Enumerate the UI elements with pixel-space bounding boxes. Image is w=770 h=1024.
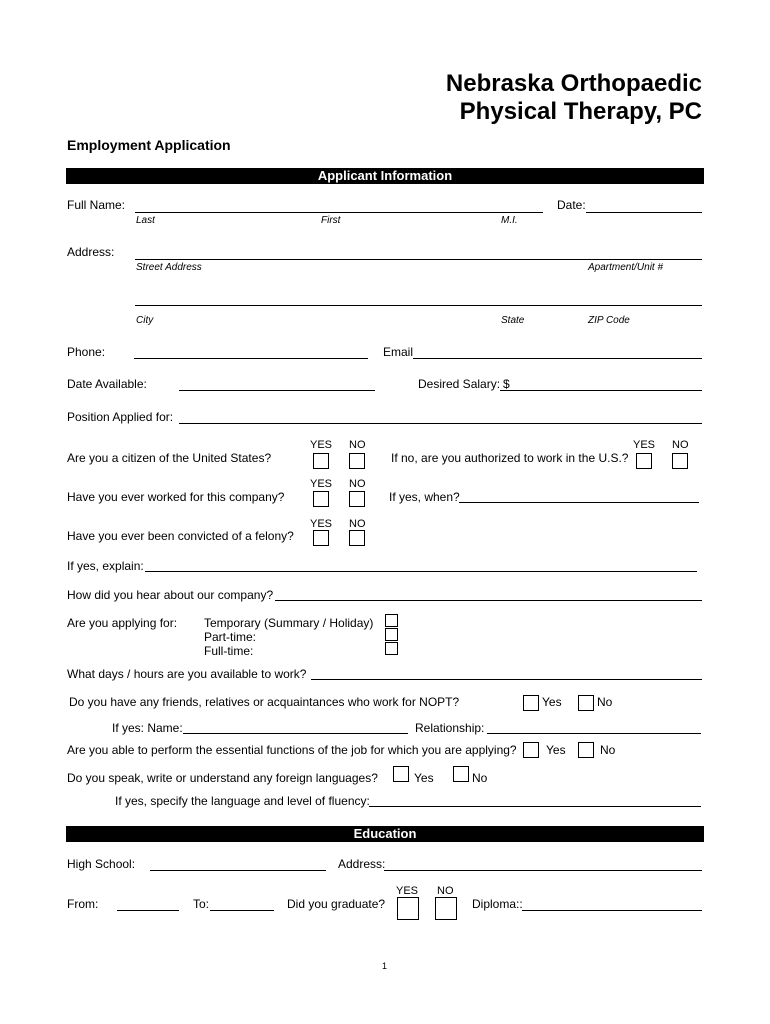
if-yes-when-field[interactable] bbox=[459, 502, 699, 503]
authorized-yes-checkbox[interactable] bbox=[636, 453, 652, 469]
essential-yes-checkbox[interactable] bbox=[523, 742, 539, 758]
graduate-no-checkbox[interactable] bbox=[435, 897, 457, 920]
full-name-label: Full Name: bbox=[67, 198, 126, 212]
email-field[interactable] bbox=[413, 358, 702, 359]
page-number: 1 bbox=[382, 961, 388, 971]
temporary-label: Temporary (Summary / Holiday) bbox=[204, 616, 374, 630]
temporary-checkbox[interactable] bbox=[385, 614, 398, 627]
desired-salary-field[interactable] bbox=[500, 390, 702, 391]
dollar-sign: $ bbox=[503, 377, 510, 391]
authorized-no-checkbox[interactable] bbox=[672, 453, 688, 469]
felony-yes-heading: YES bbox=[310, 518, 333, 530]
citizen-no-heading: NO bbox=[349, 439, 366, 451]
if-yes-when-label: If yes, when? bbox=[389, 490, 460, 504]
school-address-field[interactable] bbox=[384, 870, 702, 871]
state-hint: State bbox=[501, 315, 525, 326]
position-applied-label: Position Applied for: bbox=[67, 410, 174, 424]
applying-for-label: Are you applying for: bbox=[67, 616, 178, 630]
friends-yes-checkbox[interactable] bbox=[523, 695, 539, 711]
languages-no-checkbox[interactable] bbox=[453, 766, 469, 782]
phone-field[interactable] bbox=[134, 358, 368, 359]
address-label: Address: bbox=[67, 245, 115, 259]
graduate-no-heading: NO bbox=[437, 885, 454, 897]
essential-no-checkbox[interactable] bbox=[578, 742, 594, 758]
worked-no-heading: NO bbox=[349, 478, 366, 490]
felony-no-checkbox[interactable] bbox=[349, 530, 365, 546]
diploma-field[interactable] bbox=[522, 910, 702, 911]
high-school-label: High School: bbox=[67, 857, 136, 871]
middle-initial-hint: M.I. bbox=[501, 215, 518, 226]
friends-yes-label: Yes bbox=[542, 695, 562, 709]
from-field[interactable] bbox=[117, 910, 179, 911]
friends-question: Do you have any friends, relatives or acquaintances who work for NOPT? bbox=[69, 695, 460, 709]
languages-no-label: No bbox=[472, 771, 488, 785]
to-field[interactable] bbox=[210, 910, 274, 911]
date-field[interactable] bbox=[586, 212, 702, 213]
email-label: Email bbox=[383, 345, 414, 359]
city-state-zip-field[interactable] bbox=[135, 305, 702, 306]
date-label: Date: bbox=[557, 198, 586, 212]
authorized-yes-heading: YES bbox=[633, 439, 656, 451]
apartment-hint: Apartment/Unit # bbox=[588, 262, 664, 273]
friends-no-label: No bbox=[597, 695, 613, 709]
if-yes-name-label: If yes: Name: bbox=[112, 721, 183, 735]
worked-yes-heading: YES bbox=[310, 478, 333, 490]
friends-no-checkbox[interactable] bbox=[578, 695, 594, 711]
part-time-label: Part-time: bbox=[204, 630, 257, 644]
days-hours-question: What days / hours are you available to work? bbox=[67, 667, 307, 681]
full-name-field[interactable] bbox=[135, 212, 543, 213]
company-name-line2: Physical Therapy, PC bbox=[459, 98, 702, 125]
felony-question: Have you ever been convicted of a felony? bbox=[67, 529, 294, 543]
section-applicant-information: Applicant Information bbox=[66, 168, 704, 184]
part-time-checkbox[interactable] bbox=[385, 628, 398, 641]
citizen-no-checkbox[interactable] bbox=[349, 453, 365, 469]
hear-about-question: How did you hear about our company? bbox=[67, 588, 274, 602]
graduate-yes-checkbox[interactable] bbox=[397, 897, 419, 920]
essential-no-label: No bbox=[600, 743, 616, 757]
specify-language-field[interactable] bbox=[369, 806, 701, 807]
high-school-field[interactable] bbox=[150, 870, 326, 871]
section-education: Education bbox=[66, 826, 704, 842]
citizen-yes-heading: YES bbox=[310, 439, 333, 451]
date-available-field[interactable] bbox=[179, 390, 375, 391]
authorized-question: If no, are you authorized to work in the U.S.? bbox=[391, 451, 629, 465]
felony-no-heading: NO bbox=[349, 518, 366, 530]
essential-yes-label: Yes bbox=[546, 743, 566, 757]
company-name-line1: Nebraska Orthopaedic bbox=[445, 70, 702, 97]
languages-yes-label: Yes bbox=[414, 771, 434, 785]
friend-name-field[interactable] bbox=[183, 733, 408, 734]
days-hours-field[interactable] bbox=[311, 679, 702, 680]
citizen-question: Are you a citizen of the United States? bbox=[67, 451, 272, 465]
citizen-yes-checkbox[interactable] bbox=[313, 453, 329, 469]
diploma-label: Diploma:: bbox=[472, 897, 523, 911]
languages-yes-checkbox[interactable] bbox=[393, 766, 409, 782]
worked-yes-checkbox[interactable] bbox=[313, 491, 329, 507]
street-address-field[interactable] bbox=[135, 259, 702, 260]
relationship-field[interactable] bbox=[487, 733, 701, 734]
full-time-checkbox[interactable] bbox=[385, 642, 398, 655]
hear-about-field[interactable] bbox=[275, 600, 702, 601]
zip-code-hint: ZIP Code bbox=[588, 315, 630, 326]
explain-field[interactable] bbox=[145, 571, 697, 572]
specify-language-label: If yes, specify the language and level of fluency: bbox=[115, 794, 370, 808]
from-label: From: bbox=[67, 897, 99, 911]
graduate-question: Did you graduate? bbox=[287, 897, 386, 911]
desired-salary-label: Desired Salary: bbox=[418, 377, 501, 391]
worked-no-checkbox[interactable] bbox=[349, 491, 365, 507]
essential-functions-question: Are you able to perform the essential functions of the job for which you are applying? bbox=[67, 743, 517, 757]
if-yes-explain-label: If yes, explain: bbox=[67, 559, 144, 573]
first-name-hint: First bbox=[321, 215, 341, 226]
position-applied-field[interactable] bbox=[179, 423, 702, 424]
to-label: To: bbox=[193, 897, 210, 911]
school-address-label: Address: bbox=[338, 857, 386, 871]
felony-yes-checkbox[interactable] bbox=[313, 530, 329, 546]
street-address-hint: Street Address bbox=[136, 262, 202, 273]
city-hint: City bbox=[136, 315, 154, 326]
relationship-label: Relationship: bbox=[415, 721, 485, 735]
date-available-label: Date Available: bbox=[67, 377, 147, 391]
worked-before-question: Have you ever worked for this company? bbox=[67, 490, 285, 504]
graduate-yes-heading: YES bbox=[396, 885, 419, 897]
phone-label: Phone: bbox=[67, 345, 106, 359]
authorized-no-heading: NO bbox=[672, 439, 689, 451]
form-title: Employment Application bbox=[67, 137, 231, 153]
full-time-label: Full-time: bbox=[204, 644, 254, 658]
languages-question: Do you speak, write or understand any foreign languages? bbox=[67, 771, 378, 785]
last-name-hint: Last bbox=[136, 215, 155, 226]
